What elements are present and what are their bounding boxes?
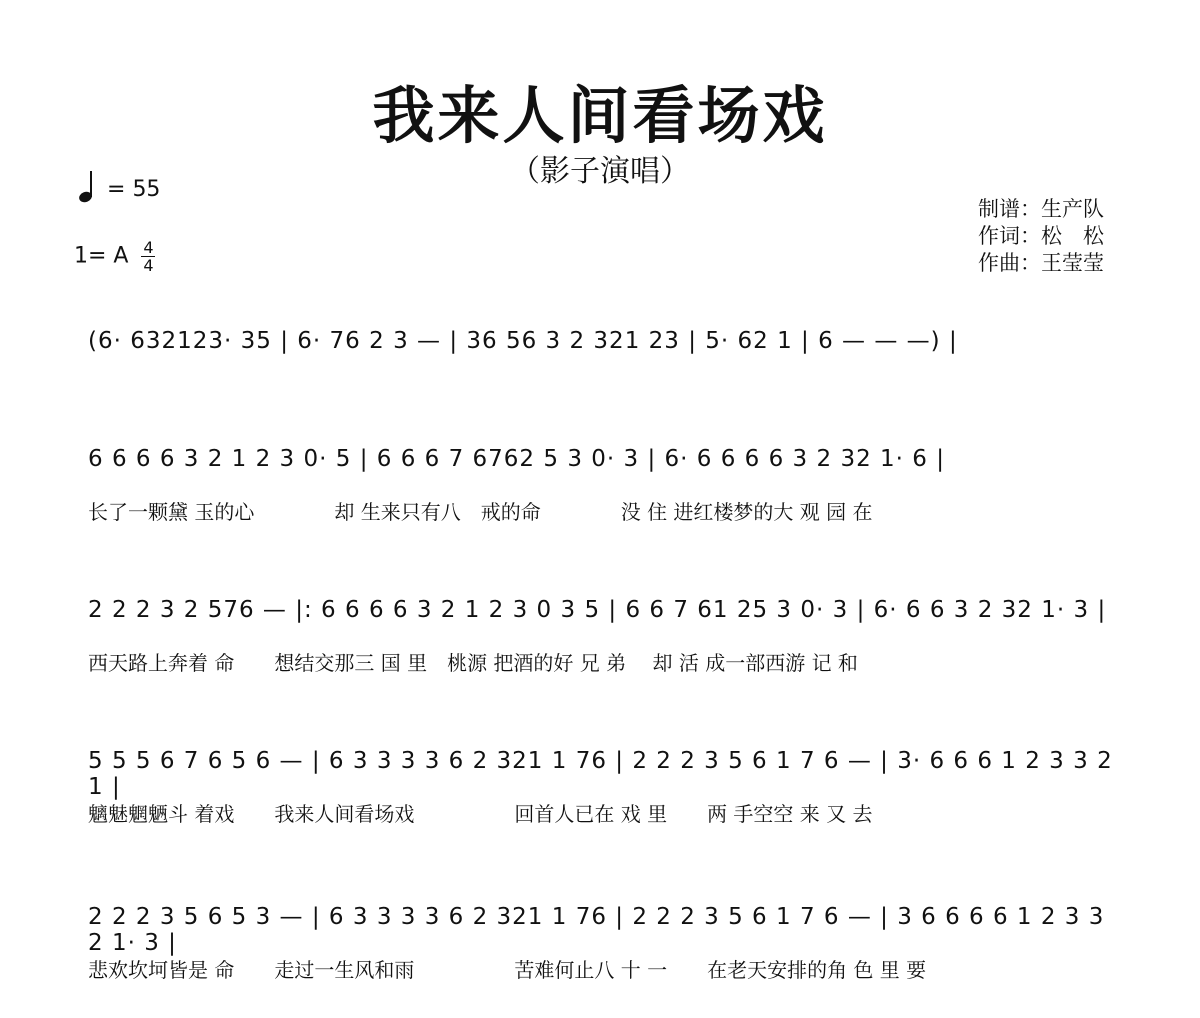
quarter-note-icon (78, 172, 100, 202)
key-signature (74, 240, 155, 273)
lyrics-line: 悲欢坎坷皆是 命 走过一生风和雨 苦难何止八 十 一 在老天安排的角 色 里 要 (88, 958, 927, 982)
tempo-equals: = (107, 177, 126, 202)
lyrics-line: 西天路上奔着 命 想结交那三 国 里 桃源 把酒的好 兄 弟 却 活 成一部西游 记 和 (88, 651, 858, 675)
time-signature-bottom: 4 (143, 256, 154, 275)
notation-line: 2 2 2 3 2 576 — |: 6 6 6 6 3 2 1 2 3 0 3 5 | 6 6 7 61 25 3 0· 3 | 6· 6 6 3 2 32 1· 3 | (88, 597, 1107, 623)
time-signature (141, 240, 155, 273)
lyrics-line: 魑魅魍魉斗 着戏 我来人间看场戏 回首人已在 戏 里 两 手空空 来 又 去 (88, 802, 873, 826)
notation-line: 2 2 2 3 5 6 5 3 — | 6 3 3 3 3 6 2 321 1 76 | 2 2 2 3 5 6 1 7 6 — | 3 6 6 6 6 1 2 3 3 2 1· 3 | (88, 904, 1105, 956)
time-signature-top: 4 (143, 238, 154, 257)
notation-line: 5 5 5 6 7 6 5 6 — | 6 3 3 3 3 6 2 321 1 76 | 2 2 2 3 5 6 1 7 6 — | 3· 6 6 6 1 2 3 3 2 1 | (88, 748, 1113, 800)
credit-arranger: 制谱：生产队 (978, 197, 1104, 221)
lyrics-line: 长了一颗黛 玉的心 却 生来只有八 戒的命 没 住 进红楼梦的大 观 园 在 (88, 500, 873, 524)
credits (978, 196, 1104, 277)
tempo-marking (78, 172, 160, 202)
page-title: 我来人间看场戏 (372, 79, 828, 152)
credit-composer: 作曲：王莹莹 (978, 251, 1104, 275)
credit-lyricist: 作词：松 松 (978, 224, 1104, 248)
notation-line: 6 6 6 6 3 2 1 2 3 0· 5 | 6 6 6 7 6762 5 3 0· 3 | 6· 6 6 6 6 3 2 32 1· 6 | (88, 446, 945, 472)
notation-line: (6· 632123· 35 | 6· 76 2 3 — | 36 56 3 2 321 23 | 5· 62 1 | 6 — — —) | (88, 328, 958, 354)
tempo-value: 55 (132, 177, 161, 202)
key-label: 1= A (74, 243, 129, 269)
page-subtitle: （影子演唱） (510, 154, 690, 189)
